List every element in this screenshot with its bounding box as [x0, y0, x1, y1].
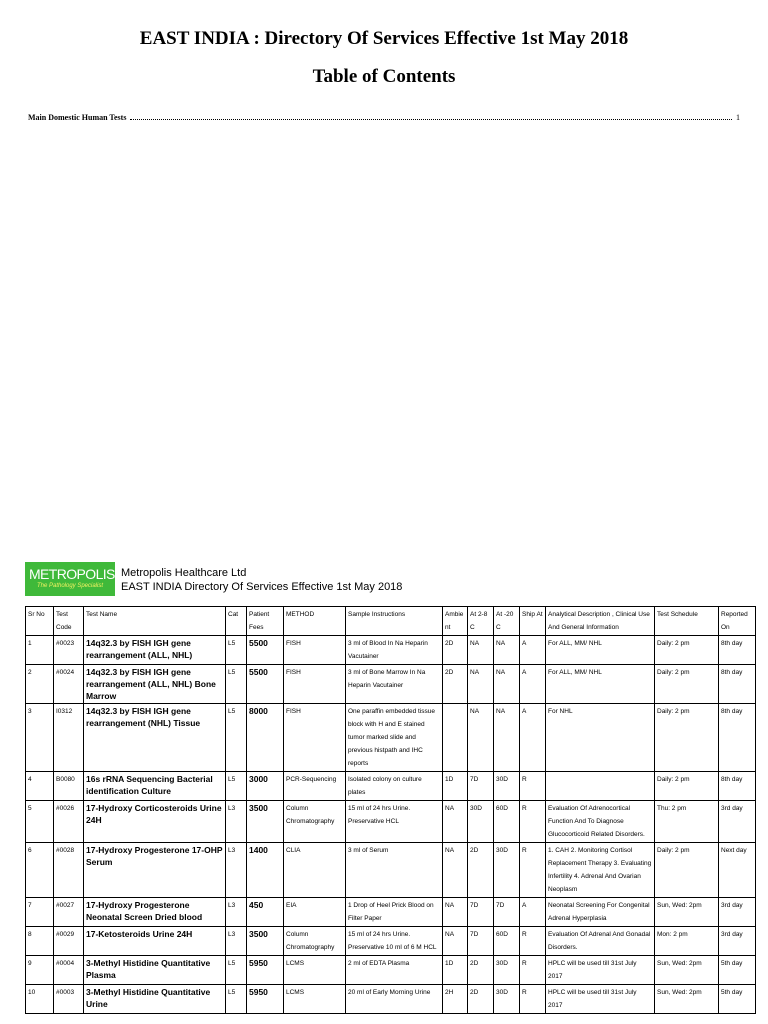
cell-ambient: 2D — [443, 665, 468, 704]
cell-test-name: 14q32.3 by FISH IGH gene rearrangement (ALL, NHL) — [84, 636, 226, 665]
cell-sample-instructions: 15 ml of 24 hrs Urine. Preservative HCL — [346, 801, 443, 843]
cell-test-name: 14q32.3 by FISH IGH gene rearrangement (ALL, NHL) Bone Marrow — [84, 665, 226, 704]
cell-method: Column Chromatography — [284, 927, 346, 956]
cell-at-2-8c: NA — [468, 636, 494, 665]
cell-test-code: #0003 — [54, 985, 84, 1014]
cell-cat: L5 — [226, 665, 247, 704]
cell-patient-fees: 5950 — [247, 985, 284, 1014]
cell-at-2-8c: 2D — [468, 843, 494, 898]
directory-subtitle: EAST INDIA Directory Of Services Effective 1st May 2018 — [121, 581, 403, 593]
cell-cat: L3 — [226, 801, 247, 843]
table-row — [26, 956, 756, 985]
cell-test-code: #0023 — [54, 636, 84, 665]
cell-test-code: #0028 — [54, 843, 84, 898]
cell-analytical-description: HPLC will be used till 31st July 2017 — [546, 956, 655, 985]
cell-sample-instructions: 2 ml of EDTA Plasma — [346, 956, 443, 985]
cell-ship-at: R — [520, 772, 546, 801]
cell-patient-fees: 3000 — [247, 772, 284, 801]
col-header-at-2-8c: At 2-8 C — [468, 607, 494, 636]
cell-sr-no: 9 — [26, 956, 54, 985]
cell-sample-instructions: 3 ml of Bone Marrow In Na Heparin Vacutainer — [346, 665, 443, 704]
cell-test-schedule: Sun, Wed: 2pm — [655, 985, 719, 1014]
cell-analytical-description: 1. CAH 2. Monitoring Cortisol Replacement Therapy 3. Evaluating Infertility 4. Adrenal And Ovarian Neoplasm — [546, 843, 655, 898]
cell-analytical-description: For NHL — [546, 704, 655, 772]
cell-analytical-description: Evaluation Of Adrenocortical Function And To Diagnose Glucocorticoid Related Disorders. — [546, 801, 655, 843]
cell-analytical-description — [546, 772, 655, 801]
table-header-row — [26, 607, 756, 636]
table-row — [26, 636, 756, 665]
col-header-at-minus-20c: At -20 C — [494, 607, 520, 636]
cell-ship-at: R — [520, 801, 546, 843]
cell-sample-instructions: 20 ml of Early Morning Urine — [346, 985, 443, 1014]
cell-ambient: NA — [443, 843, 468, 898]
cell-at-minus-20c: 60D — [494, 801, 520, 843]
cell-sample-instructions: 1 Drop of Heel Prick Blood on Filter Paper — [346, 898, 443, 927]
metropolis-logo — [25, 562, 115, 596]
cell-method: LCMS — [284, 985, 346, 1014]
cell-patient-fees: 3500 — [247, 927, 284, 956]
toc-entry-label: Main Domestic Human Tests — [28, 113, 127, 122]
cell-ship-at: A — [520, 636, 546, 665]
cell-ambient: NA — [443, 927, 468, 956]
cell-sr-no: 6 — [26, 843, 54, 898]
cell-sample-instructions: 15 ml of 24 hrs Urine. Preservative 10 ml of 6 M HCL — [346, 927, 443, 956]
cell-at-2-8c: NA — [468, 704, 494, 772]
cell-test-schedule: Daily: 2 pm — [655, 636, 719, 665]
services-table — [25, 606, 756, 1014]
cell-reported-on: 3rd day — [719, 927, 756, 956]
cell-ambient — [443, 704, 468, 772]
table-row — [26, 665, 756, 704]
cell-test-schedule: Thu: 2 pm — [655, 801, 719, 843]
cell-ambient: 1D — [443, 772, 468, 801]
cell-test-code: #0027 — [54, 898, 84, 927]
cell-cat: L3 — [226, 843, 247, 898]
col-header-reported-on: Reported On — [719, 607, 756, 636]
cell-test-schedule: Daily: 2 pm — [655, 843, 719, 898]
toc-leader-dots — [130, 113, 732, 120]
cell-method: FISH — [284, 665, 346, 704]
table-row — [26, 898, 756, 927]
cell-test-code: #0026 — [54, 801, 84, 843]
cell-method: FISH — [284, 704, 346, 772]
cell-test-code: B0080 — [54, 772, 84, 801]
cell-at-2-8c: 30D — [468, 801, 494, 843]
cell-test-name: 3-Methyl Histidine Quantitative Urine — [84, 985, 226, 1014]
cell-ambient: NA — [443, 898, 468, 927]
cell-cat: L5 — [226, 636, 247, 665]
cell-analytical-description: HPLC will be used till 31st July 2017 — [546, 985, 655, 1014]
cell-test-name: 17-Hydroxy Progesterone Neonatal Screen Dried blood — [84, 898, 226, 927]
col-header-sample-instructions: Sample Instructions — [346, 607, 443, 636]
cell-at-minus-20c: 30D — [494, 772, 520, 801]
page-header — [25, 562, 755, 598]
cell-test-name: 14q32.3 by FISH IGH gene rearrangement (NHL) Tissue — [84, 704, 226, 772]
cell-ship-at: A — [520, 665, 546, 704]
cell-reported-on: 5th day — [719, 985, 756, 1014]
cell-sample-instructions: Isolated colony on culture plates — [346, 772, 443, 801]
cell-test-schedule: Daily: 2 pm — [655, 772, 719, 801]
cell-cat: L5 — [226, 704, 247, 772]
col-header-ambient: Ambient — [443, 607, 468, 636]
cell-ambient: 2H — [443, 985, 468, 1014]
cell-cat: L5 — [226, 772, 247, 801]
cell-method: CLIA — [284, 843, 346, 898]
cell-at-minus-20c: NA — [494, 665, 520, 704]
cell-sr-no: 5 — [26, 801, 54, 843]
cell-sr-no: 1 — [26, 636, 54, 665]
cell-test-schedule: Daily: 2 pm — [655, 665, 719, 704]
cell-method: FISH — [284, 636, 346, 665]
table-row — [26, 985, 756, 1014]
cell-test-code: #0004 — [54, 956, 84, 985]
cell-ship-at: R — [520, 956, 546, 985]
cell-sample-instructions: 3 ml of Blood In Na Heparin Vacutainer — [346, 636, 443, 665]
cell-patient-fees: 5500 — [247, 665, 284, 704]
company-name: Metropolis Healthcare Ltd — [121, 567, 247, 579]
cell-reported-on: 8th day — [719, 704, 756, 772]
table-row — [26, 801, 756, 843]
cell-method: Column Chromatography — [284, 801, 346, 843]
cell-at-minus-20c: 30D — [494, 985, 520, 1014]
col-header-sr-no: Sr No — [26, 607, 54, 636]
table-row — [26, 772, 756, 801]
cell-reported-on: 8th day — [719, 636, 756, 665]
cell-at-2-8c: NA — [468, 665, 494, 704]
cell-at-2-8c: 7D — [468, 772, 494, 801]
cell-reported-on: Next day — [719, 843, 756, 898]
cell-patient-fees: 8000 — [247, 704, 284, 772]
table-row — [26, 927, 756, 956]
cell-reported-on: 8th day — [719, 665, 756, 704]
logo-text: METROPOLIS — [29, 566, 115, 582]
cell-test-schedule: Sun, Wed: 2pm — [655, 956, 719, 985]
cell-reported-on: 3rd day — [719, 801, 756, 843]
col-header-test-name: Test Name — [84, 607, 226, 636]
cell-sample-instructions: 3 ml of Serum — [346, 843, 443, 898]
cell-patient-fees: 5500 — [247, 636, 284, 665]
cell-at-2-8c: 7D — [468, 927, 494, 956]
cell-cat: L3 — [226, 927, 247, 956]
cell-method: EIA — [284, 898, 346, 927]
cell-test-schedule: Daily: 2 pm — [655, 704, 719, 772]
cell-sr-no: 8 — [26, 927, 54, 956]
cell-analytical-description: Neonatal Screening For Congenital Adrenal Hyperplasia — [546, 898, 655, 927]
cell-reported-on: 3rd day — [719, 898, 756, 927]
cell-patient-fees: 1400 — [247, 843, 284, 898]
cell-analytical-description: Evaluation Of Adrenal And Gonadal Disorders. — [546, 927, 655, 956]
col-header-cat: Cat — [226, 607, 247, 636]
cell-ship-at: A — [520, 704, 546, 772]
col-header-ship-at: Ship At — [520, 607, 546, 636]
cell-ship-at: A — [520, 898, 546, 927]
cell-method: PCR-Sequencing — [284, 772, 346, 801]
cell-patient-fees: 5950 — [247, 956, 284, 985]
cell-at-2-8c: 7D — [468, 898, 494, 927]
col-header-analytical-description: Analytical Description , Clinical Use And General Information — [546, 607, 655, 636]
col-header-test-schedule: Test Schedule — [655, 607, 719, 636]
cell-analytical-description: For ALL, MM/ NHL — [546, 665, 655, 704]
cell-test-name: 17-Hydroxy Progesterone 17-OHP Serum — [84, 843, 226, 898]
cell-test-code: #0024 — [54, 665, 84, 704]
toc-entry-page: 1 — [736, 113, 740, 122]
table-row — [26, 843, 756, 898]
cell-ambient: NA — [443, 801, 468, 843]
cell-ship-at: R — [520, 927, 546, 956]
cell-test-code: I0312 — [54, 704, 84, 772]
cell-ambient: 2D — [443, 636, 468, 665]
cell-sr-no: 2 — [26, 665, 54, 704]
cell-at-minus-20c: NA — [494, 636, 520, 665]
cell-cat: L5 — [226, 956, 247, 985]
cell-at-minus-20c: NA — [494, 704, 520, 772]
cell-at-minus-20c: 30D — [494, 956, 520, 985]
document-title: EAST INDIA : Directory Of Services Effective 1st May 2018 — [139, 28, 629, 49]
cell-at-2-8c: 2D — [468, 956, 494, 985]
cell-patient-fees: 3500 — [247, 801, 284, 843]
logo-tagline: The Pathology Specialist — [36, 583, 104, 589]
cell-at-minus-20c: 60D — [494, 927, 520, 956]
cell-sr-no: 10 — [26, 985, 54, 1014]
cell-test-name: 17-Hydroxy Corticosteroids Urine 24H — [84, 801, 226, 843]
cell-sr-no: 3 — [26, 704, 54, 772]
cell-sample-instructions: One paraffin embedded tissue block with H and E stained tumor marked slide and previous histpath and IHC reports — [346, 704, 443, 772]
cell-ambient: 1D — [443, 956, 468, 985]
cell-ship-at: R — [520, 843, 546, 898]
cell-at-minus-20c: 7D — [494, 898, 520, 927]
cell-test-code: #0029 — [54, 927, 84, 956]
cell-cat: L5 — [226, 985, 247, 1014]
toc-entry[interactable] — [28, 113, 740, 122]
cell-ship-at: R — [520, 985, 546, 1014]
col-header-method: METHOD — [284, 607, 346, 636]
col-header-test-code: Test Code — [54, 607, 84, 636]
cell-test-name: 3-Methyl Histidine Quantitative Plasma — [84, 956, 226, 985]
cell-patient-fees: 450 — [247, 898, 284, 927]
cell-test-name: 17-Ketosteroids Urine 24H — [84, 927, 226, 956]
cell-at-minus-20c: 30D — [494, 843, 520, 898]
table-row — [26, 704, 756, 772]
cell-cat: L3 — [226, 898, 247, 927]
cell-at-2-8c: 2D — [468, 985, 494, 1014]
cell-reported-on: 8th day — [719, 772, 756, 801]
cell-test-name: 16s rRNA Sequencing Bacterial identification Culture — [84, 772, 226, 801]
cell-sr-no: 4 — [26, 772, 54, 801]
cell-sr-no: 7 — [26, 898, 54, 927]
toc-title: Table of Contents — [312, 66, 456, 87]
cell-method: LCMS — [284, 956, 346, 985]
cell-reported-on: 5th day — [719, 956, 756, 985]
cell-analytical-description: For ALL, MM/ NHL — [546, 636, 655, 665]
col-header-patient-fees: Patient Fees — [247, 607, 284, 636]
cell-test-schedule: Mon: 2 pm — [655, 927, 719, 956]
cell-test-schedule: Sun, Wed: 2pm — [655, 898, 719, 927]
